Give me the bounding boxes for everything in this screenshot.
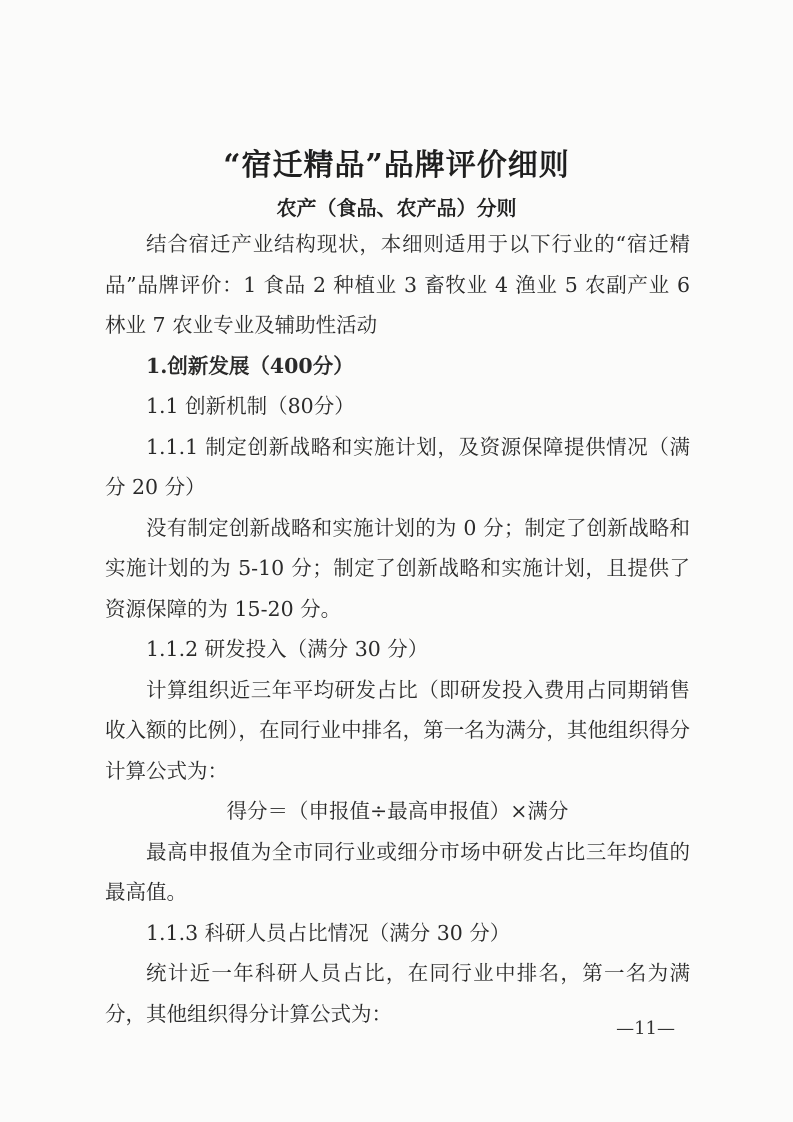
section-heading: 1.创新发展（400分） bbox=[146, 353, 354, 378]
body-paragraph: 计算组织近三年平均研发占比（即研发投入费用占同期销售收入额的比例），在同行业中排名，第一名为满分，其他组织得分计算公式为： bbox=[105, 677, 690, 783]
intro-paragraph: 结合宿迁产业结构现状，本细则适用于以下行业的“宿迁精品”品牌评价：1 食品 2 种植业 3 畜牧业 4 渔业 5 农副产业 6 林业 7 农业专业及辅助性活动 bbox=[105, 232, 690, 337]
item-heading: 1.1.2 研发投入（满分 30 分） bbox=[146, 637, 429, 661]
body-paragraph: 最高申报值为全市同行业或细分市场中研发占比三年均值的最高值。 bbox=[105, 839, 690, 904]
formula: 得分＝（申报值÷最高申报值）×满分 bbox=[226, 799, 569, 823]
item-heading: 1.1.3 科研人员占比情况（满分 30 分） bbox=[146, 920, 511, 945]
body-paragraph: 统计近一年科研人员占比，在同行业中排名，第一名为满分，其他组织得分计算公式为： bbox=[105, 961, 690, 1026]
page-number: —11— bbox=[616, 1018, 675, 1039]
document-title: “宿迁精品”品牌评价细则 bbox=[223, 148, 570, 183]
document-body bbox=[105, 224, 690, 1034]
item-heading: 1.1.1 制定创新战略和实施计划，及资源保障提供情况（满分 20 分） bbox=[105, 434, 690, 499]
body-paragraph: 没有制定创新战略和实施计划的为 0 分；制定了创新战略和实施计划的为 5-10 分；制定了创新战略和实施计划，且提供了资源保障的为 15-20 分。 bbox=[105, 515, 690, 621]
subsection-heading: 1.1 创新机制（80分） bbox=[146, 394, 355, 418]
document-subtitle: 农产（食品、农产品）分则 bbox=[276, 196, 517, 220]
